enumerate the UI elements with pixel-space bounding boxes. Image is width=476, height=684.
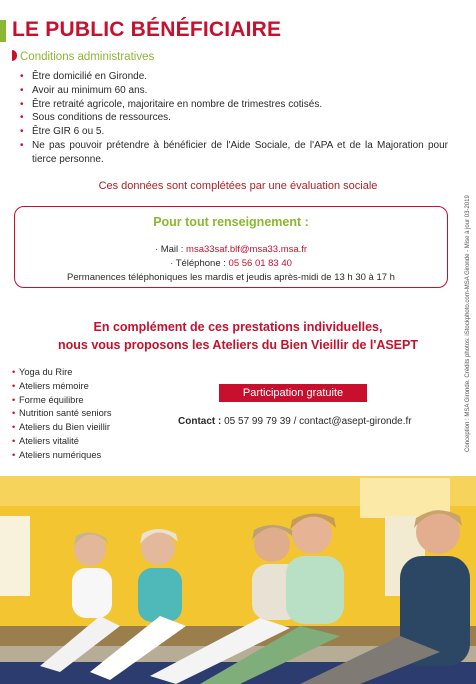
condition-item: • Être retraité agricole, majoritaire en nombre de trimestres cotisés. xyxy=(18,98,448,112)
conditions-list xyxy=(18,70,448,167)
subtitle-marker xyxy=(12,50,17,61)
contact-label: Contact : xyxy=(178,416,225,427)
atelier-item: • Nutrition santé seniors xyxy=(12,407,112,421)
atelier-item: • Ateliers vitalité xyxy=(12,435,112,449)
phone-number[interactable]: 05 56 01 83 40 xyxy=(228,258,292,269)
condition-item: • Avoir au minimum 60 ans. xyxy=(18,84,448,98)
mail-link[interactable]: msa33saf.blf@msa33.msa.fr xyxy=(186,244,308,255)
contact-line xyxy=(178,416,412,427)
condition-item: • Ne pas pouvoir prétendre à bénéficier de l'Aide Sociale, de l'APA et de la Majoration pour tierce personne. xyxy=(18,139,448,167)
complement-line-2: nous vous proposons les Ateliers du Bien Vieillir de l'ASEPT xyxy=(58,338,418,352)
participation-button[interactable]: Participation gratuite xyxy=(219,384,367,402)
subtitle-text: Conditions administratives xyxy=(20,51,155,63)
condition-item: • Être domicilié en Gironde. xyxy=(18,70,448,84)
atelier-item: • Forme équilibre xyxy=(12,394,112,408)
yoga-class-photo xyxy=(0,476,476,684)
bullet-icon: · xyxy=(170,258,176,269)
credit-label: Conception : MSA Gironde. Crédits photos: iStockphoto.com-MSA Gironde - Mise à jour 03-2019 xyxy=(465,195,471,452)
bullet-icon: · xyxy=(154,244,161,255)
title-accent-bar xyxy=(0,20,6,42)
atelier-item: • Ateliers numériques xyxy=(12,449,112,463)
atelier-item: • Ateliers mémoire xyxy=(12,380,112,394)
page-title: LE PUBLIC BÉNÉFICIAIRE xyxy=(12,18,282,41)
ateliers-list xyxy=(12,366,112,463)
hours-line: Permanences téléphoniques les mardis et jeudis après-midi de 13 h 30 à 17 h xyxy=(67,272,395,283)
section-subtitle xyxy=(12,50,154,63)
info-box-title: Pour tout renseignement : xyxy=(153,215,309,229)
mail-label: Mail : xyxy=(160,244,187,255)
condition-item: • Sous conditions de ressources. xyxy=(18,111,448,125)
phone-label: Téléphone : xyxy=(175,258,229,269)
complement-heading xyxy=(0,318,476,354)
evaluation-note: Ces données sont complétées par une évaluation sociale xyxy=(98,180,378,192)
atelier-item: • Yoga du Rire xyxy=(12,366,112,380)
condition-item: • Être GIR 6 ou 5. xyxy=(18,125,448,139)
complement-line-1: En complément de ces prestations individuelles, xyxy=(93,320,383,334)
contact-value[interactable]: 05 57 99 79 39 / contact@asept-gironde.fr xyxy=(224,416,412,427)
phone-line xyxy=(15,258,447,269)
info-box xyxy=(14,206,448,288)
credit-text xyxy=(456,156,471,456)
mail-line xyxy=(15,244,447,255)
atelier-item: • Ateliers du Bien vieillir xyxy=(12,421,112,435)
